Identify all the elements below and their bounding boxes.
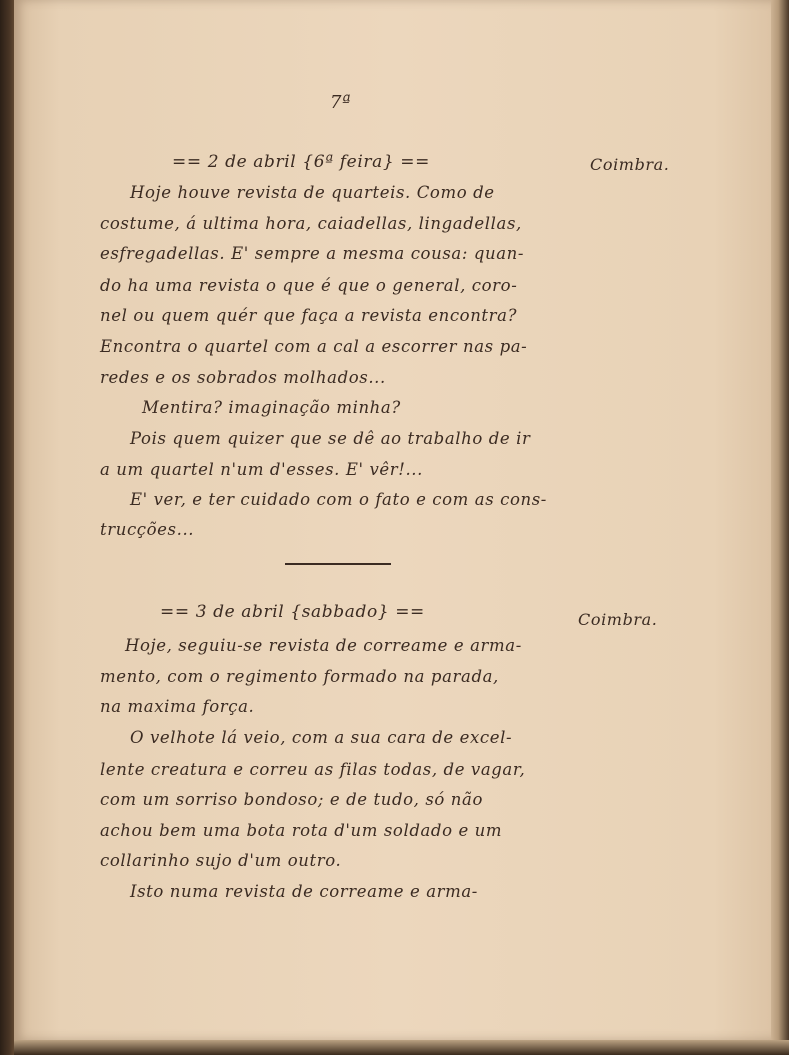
page-number: 7ª (330, 92, 352, 113)
entry-line: na maxima força. (100, 697, 255, 716)
entry-line: lente creatura e correu as filas todas, de vagar, (100, 760, 526, 779)
entry-line: achou bem uma bota rota d'um soldado e um (100, 821, 503, 840)
entry-line: Pois quem quizer que se dê ao trabalho de ir (130, 429, 531, 448)
entry-heading: == 2 de abril {6ª feira} == (172, 152, 430, 172)
entry-line: trucções... (100, 520, 195, 539)
entry-line: E' ver, e ter cuidado com o fato e com as cons- (130, 490, 547, 509)
entry-line: nel ou quem quér que faça a revista encontra? (100, 306, 518, 325)
entry-line: Isto numa revista de correame e arma- (130, 882, 478, 901)
entry-line: Encontra o quartel com a cal a escorrer nas pa- (100, 337, 528, 356)
entry-line: mento, com o regimento formado na parada, (100, 667, 499, 686)
entry-place: Coimbra. (578, 610, 658, 629)
entry-divider (285, 563, 391, 565)
entry-heading: == 3 de abril {sabbado} == (160, 602, 425, 622)
entry-line: costume, á ultima hora, caiadellas, lingadellas, (100, 214, 522, 233)
entry-line: do ha uma revista o que é que o general, coro- (100, 276, 518, 295)
entry-line: O velhote lá veio, com a sua cara de excel- (130, 728, 513, 747)
entry-line: Hoje houve revista de quarteis. Como de (130, 183, 495, 202)
page-bottom-edge (14, 1040, 789, 1055)
page-edge (771, 0, 789, 1055)
entry-line: esfregadellas. E' sempre a mesma cousa: quan- (100, 244, 525, 263)
entry-line: com um sorriso bondoso; e de tudo, só não (100, 790, 483, 809)
entry-line: Hoje, seguiu-se revista de correame e arma- (125, 636, 522, 655)
entry-line: collarinho sujo d'um outro. (100, 851, 342, 870)
entry-line: redes e os sobrados molhados... (100, 368, 386, 387)
entry-place: Coimbra. (590, 155, 670, 174)
entry-line: Mentira? imaginação minha? (142, 398, 401, 417)
entry-line: a um quartel n'um d'esses. E' vêr!... (100, 460, 423, 479)
